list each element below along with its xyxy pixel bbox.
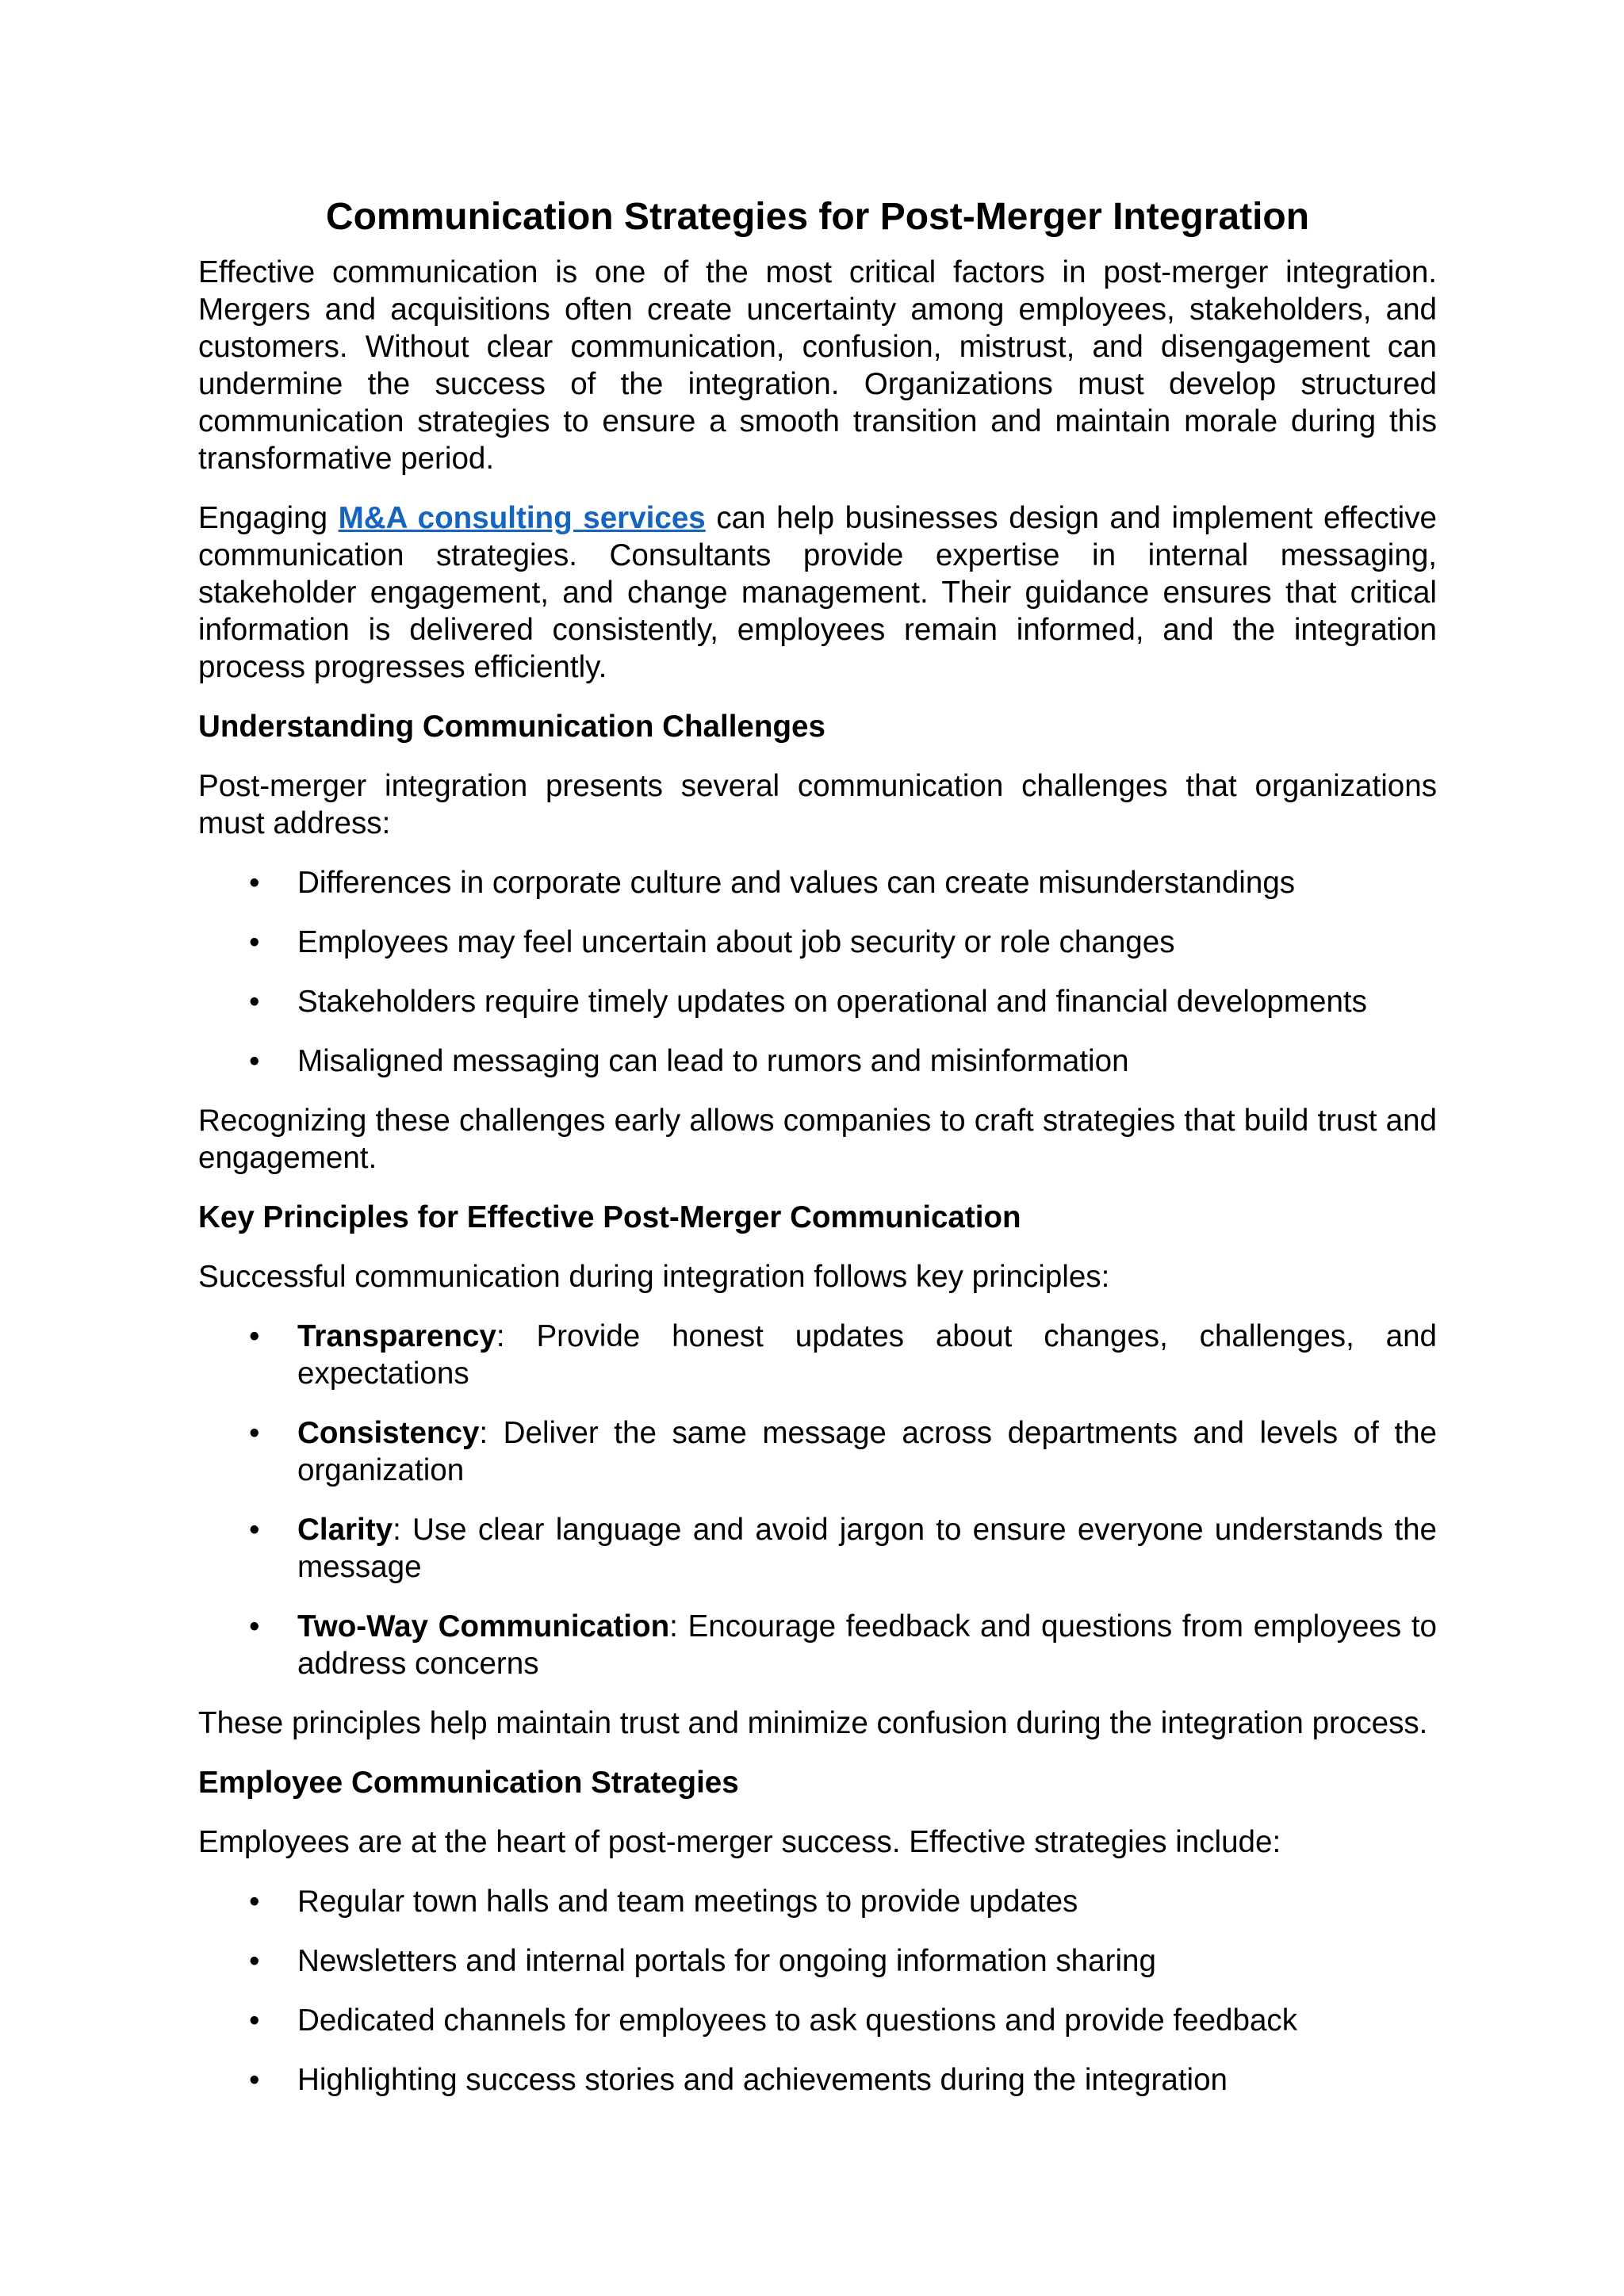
bullet-icon: • [249,2003,260,2038]
consulting-text-before: Engaging [198,501,339,535]
employee-intro: Employees are at the heart of post-merger success. Effective strategies include: [198,1825,1281,1859]
list-item [198,1318,1437,1392]
list-item [198,2061,1437,2099]
list-item [198,1608,1437,1682]
principle-text: : Encourage feedback and questions from employees to address concerns [297,1609,1437,1681]
principle-text: : Provide honest updates about changes, challenges, and expectations [297,1319,1437,1391]
bullet-icon: • [249,1944,260,1978]
list-item [198,1883,1437,1920]
list-item [198,1942,1437,1980]
list-item-text: Newsletters and internal portals for ongoing information sharing [297,1944,1156,1978]
principles-list [198,1318,1437,1682]
principle-term: Transparency [297,1319,496,1353]
challenges-intro: Post-merger integration presents several communication challenges that organizations must address: [198,769,1437,840]
bullet-icon: • [249,1885,260,1919]
list-item-text: Misaligned messaging can lead to rumors and misinformation [297,1044,1129,1078]
consulting-text-after: can help businesses design and implement effective communication strategies. Consultants provide expertise in internal messaging, stakeholder engagement, and change management. Their guidance ensures that critical information is delivered consistently, employees remain informed, and the integration process progresses efficiently. [198,501,1437,684]
bullet-icon: • [249,1044,260,1078]
list-item-text: Highlighting success stories and achievements during the integration [297,2063,1228,2097]
principle-term: Two-Way Communication [297,1609,670,1644]
document-page [198,194,1437,2121]
principle-term: Consistency [297,1416,480,1450]
consulting-services-link[interactable]: M&A consulting services [338,501,706,535]
document-title: Communication Strategies for Post-Merger Integration [325,196,1310,238]
list-item [198,1414,1437,1489]
bullet-icon: • [249,1609,260,1644]
principle-text: : Use clear language and avoid jargon to ensure everyone understands the message [297,1513,1437,1584]
bullet-icon: • [249,1416,260,1450]
principle-term: Clarity [297,1513,393,1547]
list-item [198,864,1437,901]
bullet-icon: • [249,925,260,959]
list-item-text: Dedicated channels for employees to ask questions and provide feedback [297,2003,1298,2038]
list-item [198,2002,1437,2039]
challenges-list [198,864,1437,1080]
principles-outro: These principles help maintain trust and minimize confusion during the integration process. [198,1706,1428,1740]
list-item-text: Regular town halls and team meetings to provide updates [297,1885,1078,1919]
intro-paragraph: Effective communication is one of the most critical factors in post-merger integration. Mergers and acquisitions often create uncertainty among employees, stakeholders, and customers. Without clear communication, confusion, mistrust, and disengagement can undermine the success of the integration. Organizations must develop structured communication strategies to ensure a smooth transition and maintain morale during this transformative period. [198,255,1437,476]
principle-text: : Deliver the same message across departments and levels of the organization [297,1416,1437,1487]
list-item-text: Stakeholders require timely updates on operational and financial developments [297,985,1367,1019]
consulting-paragraph [198,499,1437,686]
list-item [198,1511,1437,1586]
list-item [198,1043,1437,1080]
challenges-heading: Understanding Communication Challenges [198,710,825,744]
list-item-text: Employees may feel uncertain about job security or role changes [297,925,1175,959]
challenges-outro: Recognizing these challenges early allows companies to craft strategies that build trust and engagement. [198,1104,1437,1175]
bullet-icon: • [249,985,260,1019]
list-item-text: Differences in corporate culture and values can create misunderstandings [297,866,1296,900]
bullet-icon: • [249,1513,260,1547]
employee-heading: Employee Communication Strategies [198,1766,739,1800]
principles-intro: Successful communication during integration follows key principles: [198,1260,1110,1294]
bullet-icon: • [249,2063,260,2097]
bullet-icon: • [249,1319,260,1353]
bullet-icon: • [249,866,260,900]
list-item [198,924,1437,961]
employee-list [198,1883,1437,2099]
list-item [198,983,1437,1020]
principles-heading: Key Principles for Effective Post-Merger Communication [198,1200,1021,1234]
